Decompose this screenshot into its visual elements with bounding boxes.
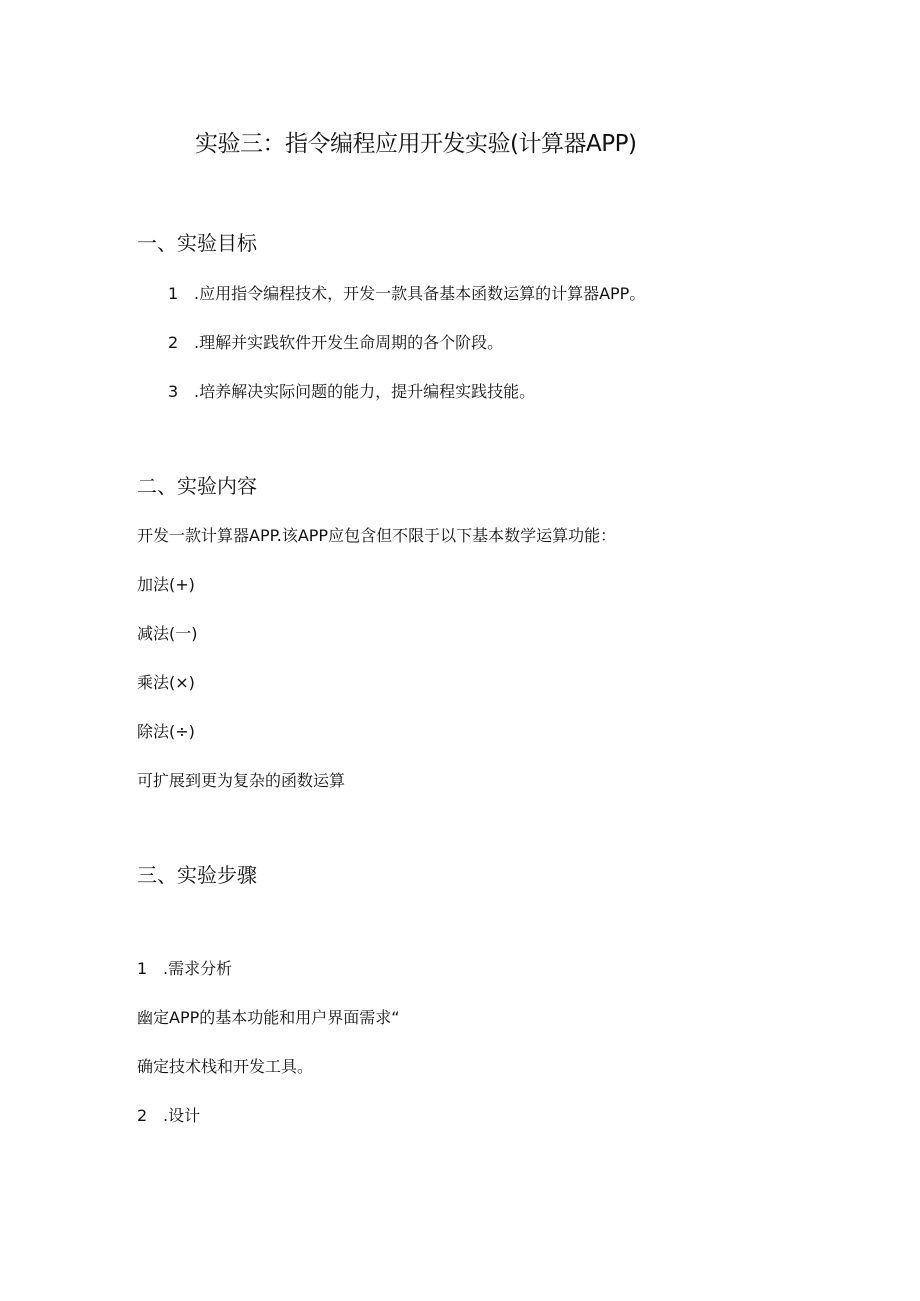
op-add: 加法(+) [137,575,195,594]
list-item-text: .理解并实践软件开发生命周期的各个阶段。 [194,333,504,352]
list-item-text: .培养解决实际问题的能力，提升编程实践技能。 [194,382,536,401]
list-item-number: 3 [168,382,179,401]
op-divide: 除法(÷) [137,722,195,741]
list-item-number: 1 [168,284,179,303]
content-intro: 开发一款计算器APP.该APP应包含但不限于以下基本数学运算功能： [137,526,617,545]
step-heading [137,1108,200,1124]
content-extra: 可扩展到更为复杂的函数运算 [137,771,346,790]
op-subtract: 减法(一) [137,624,198,643]
step-title: .设计 [163,1106,201,1125]
section-heading-goals: 一、实验目标 [137,231,257,255]
list-item [168,286,645,302]
step-detail: 确定技术栈和开发工具。 [137,1057,314,1076]
step-number: 1 [137,959,148,978]
list-item-number: 2 [168,333,179,352]
op-multiply: 乘法(×) [137,673,195,692]
step-detail: 幽定APP的基本功能和用户界面需求“ [137,1008,400,1027]
step-number: 2 [137,1106,148,1125]
section-heading-content: 二、实验内容 [137,474,257,498]
section-heading-steps: 三、实验步骤 [137,863,257,887]
step-heading [137,961,232,977]
list-item [168,384,535,400]
step-title: .需求分析 [163,959,233,978]
page-title: 实验三：指令编程应用开发实验(计算器APP) [195,131,637,157]
list-item [168,335,503,351]
list-item-text: .应用指令编程技术，开发一款具备基本函数运算的计算器APP。 [194,284,646,303]
